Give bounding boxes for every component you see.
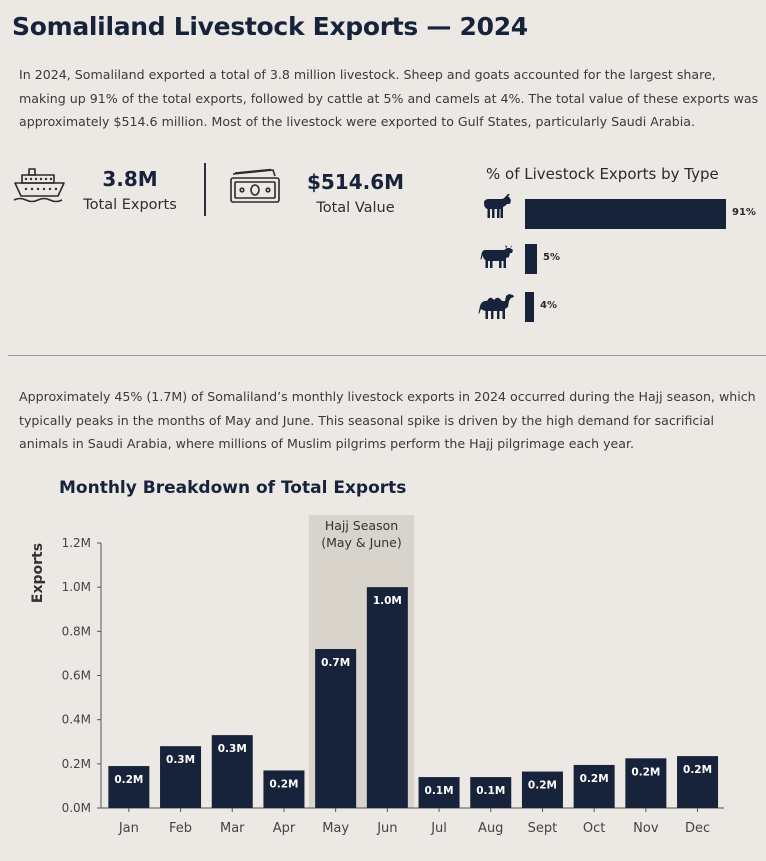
ship-icon <box>12 167 67 203</box>
goat-icon <box>481 194 513 222</box>
x-tick-label: Aug <box>478 821 504 836</box>
bar-jun <box>367 587 408 808</box>
by-type-title: % of Livestock Exports by Type <box>486 165 719 183</box>
bar-data-label: 0.3M <box>166 754 196 767</box>
type-bar-2 <box>525 244 537 274</box>
hajj-annotation-line2: (May & June) <box>321 535 402 550</box>
y-axis-label: Exports <box>30 542 46 604</box>
total-exports-label: Total Exports <box>83 197 177 213</box>
cow-icon <box>480 244 514 272</box>
y-tick-label: 0.6M <box>61 668 91 683</box>
x-tick-label: Jan <box>118 821 139 836</box>
total-value-value: $514.6M <box>306 170 405 194</box>
x-tick-label: Sept <box>527 821 558 836</box>
y-tick-label: 0.0M <box>61 801 91 815</box>
type-bar-label: 91% <box>732 207 756 218</box>
y-tick-label: 1.2M <box>61 536 91 550</box>
page-title: Somaliland Livestock Exports — 2024 <box>12 12 528 41</box>
monthly-exports-chart <box>0 500 766 861</box>
bar-data-label: 0.1M <box>424 785 454 798</box>
bar-oct <box>574 765 615 808</box>
section-divider <box>8 355 766 356</box>
x-tick-label: Feb <box>169 821 193 836</box>
bar-may <box>315 649 356 808</box>
hajj-annotation-line1: Hajj Season <box>324 518 399 533</box>
bar-data-label: 0.2M <box>114 774 144 787</box>
intro-paragraph: In 2024, Somaliland exported a total of 3.8 million livestock. Sheep and goats accounted for the largest share, making up 91% of the total exports, followed by cattle at 5% and camels at 4%. The total value of these exports was approximately $514.6 million. Most of the livestock were exported to Gulf States, particularly Saudi Arabia. <box>19 67 759 129</box>
y-tick-label: 0.8M <box>61 624 91 639</box>
bar-data-label: 0.3M <box>217 743 247 756</box>
bar-data-label: 0.2M <box>683 764 713 777</box>
bar-data-label: 0.1M <box>476 785 506 798</box>
stats-divider <box>204 163 206 216</box>
x-tick-label: Nov <box>633 821 659 836</box>
y-tick-label: 0.2M <box>61 756 91 771</box>
bar-data-label: 0.2M <box>269 778 299 791</box>
y-tick-label: 0.4M <box>61 712 91 727</box>
bar-data-label: 0.2M <box>579 772 609 785</box>
total-exports-value: 3.8M <box>102 167 158 191</box>
x-tick-label: Jun <box>377 821 398 836</box>
type-bar-3 <box>525 292 534 322</box>
bar-data-label: 0.7M <box>321 657 351 669</box>
x-tick-label: Oct <box>582 821 606 836</box>
total-value-label: Total Value <box>316 200 395 216</box>
x-tick-label: Mar <box>219 821 245 836</box>
bar-jan <box>108 766 149 808</box>
banknote-icon <box>229 168 281 204</box>
chart-title: Monthly Breakdown of Total Exports <box>59 478 407 498</box>
hajj-paragraph: Approximately 45% (1.7M) of Somaliland’s monthly livestock exports in 2024 occurred during the Hajj season, which typically peaks in the months of May and June. This seasonal spike is driven by the high demand for sacrificial animals in Saudi Arabia, where millions of Muslim pilgrims perform the Hajj pilgrimage each year. <box>19 389 756 451</box>
bar-data-label: 0.2M <box>631 766 661 779</box>
bar-data-label: 0.2M <box>527 779 557 792</box>
type-bar-1 <box>525 199 726 229</box>
type-bar-label: 5% <box>543 252 560 263</box>
type-bar-label: 4% <box>540 300 557 311</box>
x-tick-label: Jul <box>431 821 447 836</box>
camel-icon <box>478 292 516 322</box>
bar-data-label: 1.0M <box>372 595 402 608</box>
y-tick-label: 1.0M <box>61 580 91 595</box>
x-tick-label: Dec <box>684 821 711 836</box>
x-tick-label: Apr <box>272 821 296 836</box>
x-tick-label: May <box>322 821 350 836</box>
